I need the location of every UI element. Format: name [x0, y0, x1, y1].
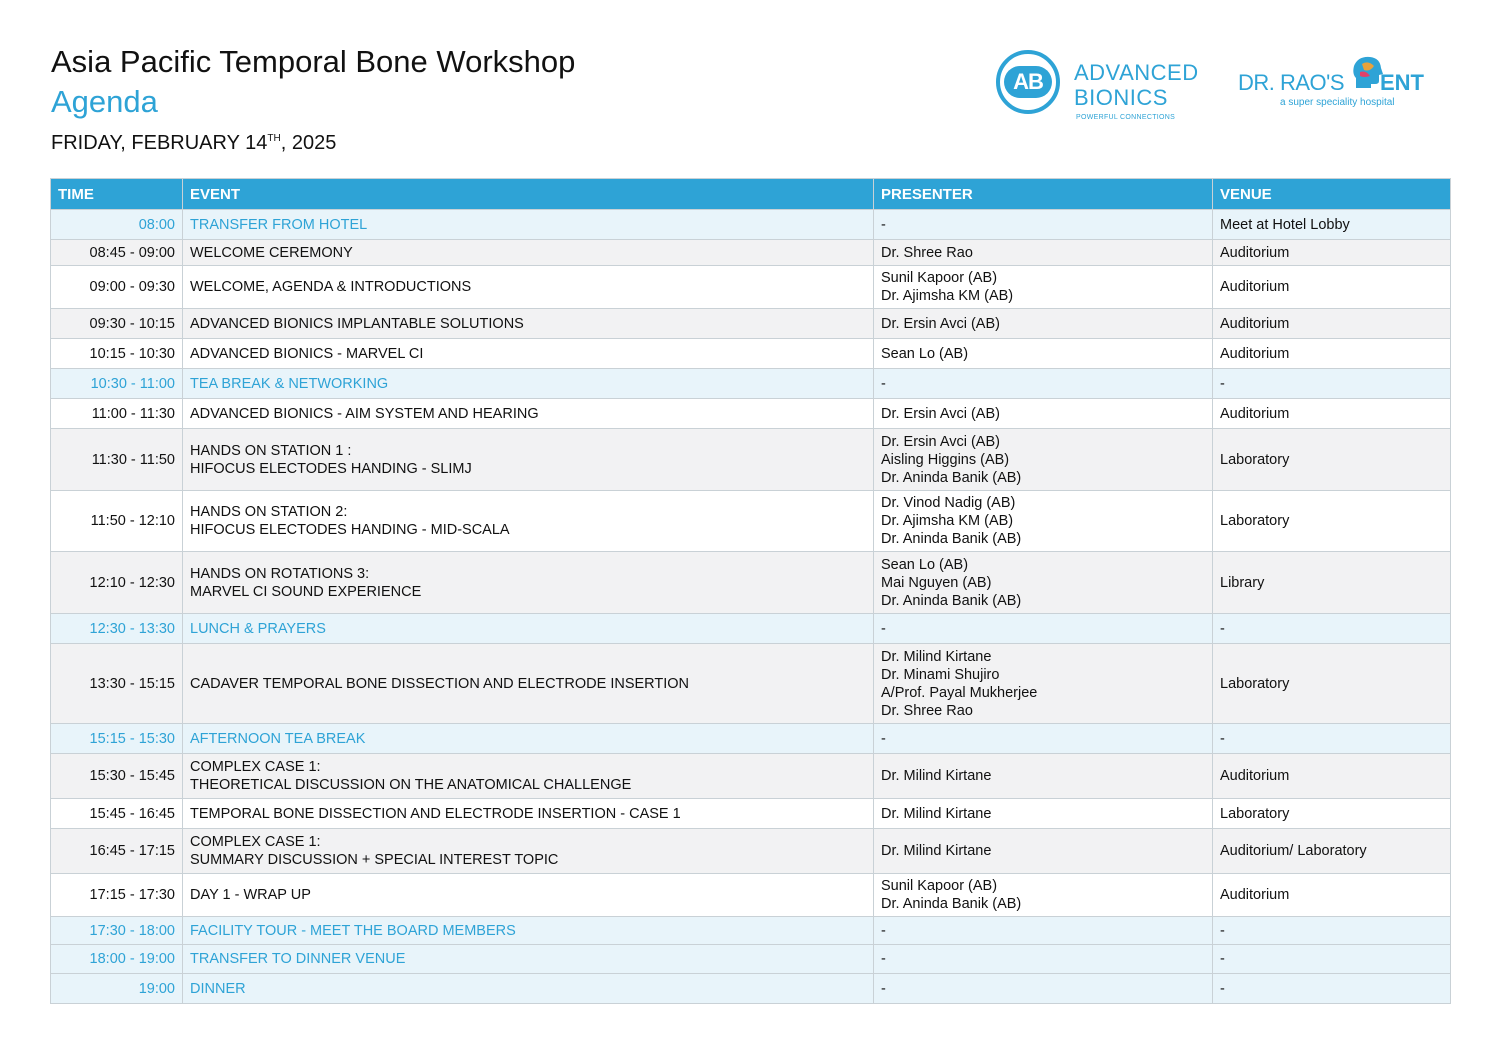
- table-row: [51, 974, 1451, 1004]
- event-cell: COMPLEX CASE 1: SUMMARY DISCUSSION + SPECIAL INTEREST TOPIC: [183, 829, 874, 874]
- table-row: [51, 799, 1451, 829]
- table-row: [51, 724, 1451, 754]
- presenter-cell: Dr. Milind Kirtane Dr. Minami Shujiro A/Prof. Payal Mukherjee Dr. Shree Rao: [874, 644, 1213, 724]
- event-cell: LUNCH & PRAYERS: [183, 614, 874, 644]
- date-year: , 2025: [280, 132, 337, 154]
- time-cell: 11:30 - 11:50: [51, 429, 183, 491]
- venue-cell: Auditorium: [1213, 240, 1451, 266]
- event-cell: TRANSFER TO DINNER VENUE: [183, 945, 874, 974]
- venue-cell: Laboratory: [1213, 799, 1451, 829]
- presenter-cell: -: [874, 724, 1213, 754]
- agenda-body: [51, 210, 1451, 1004]
- event-cell: ADVANCED BIONICS - MARVEL CI: [183, 339, 874, 369]
- time-cell: 12:10 - 12:30: [51, 552, 183, 614]
- time-cell: 08:45 - 09:00: [51, 240, 183, 266]
- rao-logo-tagline: a super speciality hospital: [1280, 97, 1395, 108]
- venue-cell: -: [1213, 369, 1451, 399]
- venue-cell: Laboratory: [1213, 644, 1451, 724]
- table-row: [51, 552, 1451, 614]
- presenter-cell: Dr. Milind Kirtane: [874, 754, 1213, 799]
- time-cell: 09:00 - 09:30: [51, 266, 183, 309]
- venue-cell: Auditorium: [1213, 266, 1451, 309]
- event-cell: TEA BREAK & NETWORKING: [183, 369, 874, 399]
- presenter-cell: Dr. Ersin Avci (AB) Aisling Higgins (AB) Dr. Aninda Banik (AB): [874, 429, 1213, 491]
- time-cell: 15:30 - 15:45: [51, 754, 183, 799]
- table-row: [51, 429, 1451, 491]
- table-row: [51, 369, 1451, 399]
- header-time: TIME: [51, 179, 183, 210]
- table-row: [51, 399, 1451, 429]
- presenter-cell: Dr. Shree Rao: [874, 240, 1213, 266]
- time-cell: 17:15 - 17:30: [51, 874, 183, 917]
- header-event: EVENT: [183, 179, 874, 210]
- header-presenter: PRESENTER: [874, 179, 1213, 210]
- event-cell: ADVANCED BIONICS IMPLANTABLE SOLUTIONS: [183, 309, 874, 339]
- venue-cell: Library: [1213, 552, 1451, 614]
- venue-cell: Laboratory: [1213, 429, 1451, 491]
- advanced-bionics-logo: [996, 50, 1206, 126]
- time-cell: 13:30 - 15:15: [51, 644, 183, 724]
- presenter-cell: Dr. Vinod Nadig (AB) Dr. Ajimsha KM (AB) Dr. Aninda Banik (AB): [874, 491, 1213, 552]
- venue-cell: Auditorium: [1213, 399, 1451, 429]
- event-cell: CADAVER TEMPORAL BONE DISSECTION AND ELECTRODE INSERTION: [183, 644, 874, 724]
- ab-logo-word-bionics: BIONICS: [1074, 85, 1168, 110]
- event-cell: DAY 1 - WRAP UP: [183, 874, 874, 917]
- page-title: Asia Pacific Temporal Bone Workshop: [51, 44, 576, 79]
- presenter-cell: -: [874, 369, 1213, 399]
- time-cell: 11:00 - 11:30: [51, 399, 183, 429]
- venue-cell: -: [1213, 614, 1451, 644]
- time-cell: 15:15 - 15:30: [51, 724, 183, 754]
- table-row: [51, 945, 1451, 974]
- presenter-cell: Dr. Milind Kirtane: [874, 799, 1213, 829]
- rao-logo-ent: ENT: [1380, 70, 1424, 95]
- header-venue: VENUE: [1213, 179, 1451, 210]
- presenter-cell: -: [874, 614, 1213, 644]
- presenter-cell: Sean Lo (AB) Mai Nguyen (AB) Dr. Aninda Banik (AB): [874, 552, 1213, 614]
- venue-cell: Auditorium: [1213, 309, 1451, 339]
- venue-cell: -: [1213, 974, 1451, 1004]
- event-cell: TEMPORAL BONE DISSECTION AND ELECTRODE INSERTION - CASE 1: [183, 799, 874, 829]
- ab-logo-mark: AB: [1004, 66, 1052, 98]
- table-row: [51, 309, 1451, 339]
- event-cell: FACILITY TOUR - MEET THE BOARD MEMBERS: [183, 917, 874, 945]
- table-row: [51, 874, 1451, 917]
- ab-logo-word-advanced: ADVANCED: [1074, 60, 1199, 85]
- event-cell: AFTERNOON TEA BREAK: [183, 724, 874, 754]
- venue-cell: Auditorium: [1213, 339, 1451, 369]
- time-cell: 15:45 - 16:45: [51, 799, 183, 829]
- table-row: [51, 339, 1451, 369]
- time-cell: 19:00: [51, 974, 183, 1004]
- venue-cell: Laboratory: [1213, 491, 1451, 552]
- table-row: [51, 917, 1451, 945]
- event-date: [51, 132, 336, 155]
- event-cell: DINNER: [183, 974, 874, 1004]
- presenter-cell: Sunil Kapoor (AB) Dr. Ajimsha KM (AB): [874, 266, 1213, 309]
- table-header-row: [51, 179, 1451, 210]
- time-cell: 18:00 - 19:00: [51, 945, 183, 974]
- event-cell: HANDS ON STATION 1 : HIFOCUS ELECTODES HANDING - SLIMJ: [183, 429, 874, 491]
- ab-logo-tagline: POWERFUL CONNECTIONS: [1076, 114, 1176, 121]
- event-cell: HANDS ON STATION 2: HIFOCUS ELECTODES HANDING - MID-SCALA: [183, 491, 874, 552]
- venue-cell: Auditorium/ Laboratory: [1213, 829, 1451, 874]
- presenter-cell: -: [874, 945, 1213, 974]
- head-profile-icon: [1350, 54, 1384, 92]
- dr-raos-ent-logo: [1238, 54, 1438, 114]
- date-main: FRIDAY, FEBRUARY 14: [51, 132, 268, 154]
- table-row: [51, 210, 1451, 240]
- table-row: [51, 266, 1451, 309]
- time-cell: 12:30 - 13:30: [51, 614, 183, 644]
- time-cell: 17:30 - 18:00: [51, 917, 183, 945]
- presenter-cell: Dr. Ersin Avci (AB): [874, 399, 1213, 429]
- presenter-cell: -: [874, 917, 1213, 945]
- table-row: [51, 614, 1451, 644]
- presenter-cell: -: [874, 210, 1213, 240]
- presenter-cell: Dr. Milind Kirtane: [874, 829, 1213, 874]
- event-cell: TRANSFER FROM HOTEL: [183, 210, 874, 240]
- table-row: [51, 644, 1451, 724]
- table-row: [51, 491, 1451, 552]
- presenter-cell: Sean Lo (AB): [874, 339, 1213, 369]
- table-row: [51, 829, 1451, 874]
- presenter-cell: -: [874, 974, 1213, 1004]
- time-cell: 11:50 - 12:10: [51, 491, 183, 552]
- venue-cell: -: [1213, 917, 1451, 945]
- date-ordinal: TH: [267, 133, 281, 144]
- time-cell: 10:15 - 10:30: [51, 339, 183, 369]
- table-row: [51, 754, 1451, 799]
- venue-cell: -: [1213, 945, 1451, 974]
- venue-cell: Auditorium: [1213, 874, 1451, 917]
- venue-cell: Auditorium: [1213, 754, 1451, 799]
- rao-logo-name: DR. RAO'S: [1238, 70, 1345, 95]
- event-cell: COMPLEX CASE 1: THEORETICAL DISCUSSION ON THE ANATOMICAL CHALLENGE: [183, 754, 874, 799]
- page-subtitle: Agenda: [51, 84, 158, 119]
- venue-cell: -: [1213, 724, 1451, 754]
- presenter-cell: Sunil Kapoor (AB) Dr. Aninda Banik (AB): [874, 874, 1213, 917]
- venue-cell: Meet at Hotel Lobby: [1213, 210, 1451, 240]
- event-cell: HANDS ON ROTATIONS 3: MARVEL CI SOUND EXPERIENCE: [183, 552, 874, 614]
- time-cell: 10:30 - 11:00: [51, 369, 183, 399]
- time-cell: 09:30 - 10:15: [51, 309, 183, 339]
- time-cell: 08:00: [51, 210, 183, 240]
- table-row: [51, 240, 1451, 266]
- agenda-table: [50, 178, 1451, 1004]
- time-cell: 16:45 - 17:15: [51, 829, 183, 874]
- event-cell: ADVANCED BIONICS - AIM SYSTEM AND HEARING: [183, 399, 874, 429]
- presenter-cell: Dr. Ersin Avci (AB): [874, 309, 1213, 339]
- event-cell: WELCOME, AGENDA & INTRODUCTIONS: [183, 266, 874, 309]
- event-cell: WELCOME CEREMONY: [183, 240, 874, 266]
